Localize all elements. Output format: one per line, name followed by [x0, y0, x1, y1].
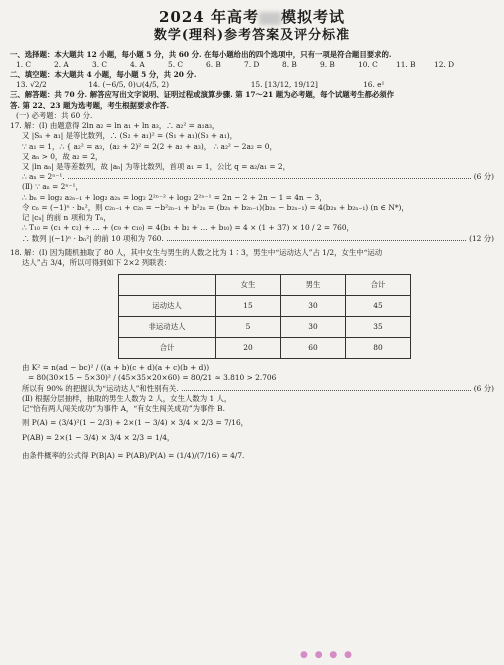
q17-score-row1: [10, 172, 494, 182]
table-cell: 30: [281, 296, 346, 317]
answer-1: 1. C: [16, 59, 32, 69]
q17-score1: (6 分): [473, 172, 494, 182]
section2-heading: 二、填空题：本大题共 4 小题，每小题 5 分，共 20 分.: [10, 70, 197, 80]
table-cell: 80: [346, 338, 411, 359]
q17-line10: 记 |cₙ| 的前 n 项和为 Tₙ，: [22, 213, 111, 223]
section3-heading-line1: 三、解答题：共 70 分. 解答应写出文字说明、证明过程或演算步骤. 第 17～21 题为必考题，每个试题考生都必须作: [10, 90, 395, 100]
table-cell: 合计: [119, 338, 216, 359]
exam-subtitle: 数学(理科)参考答案及评分标准: [153, 28, 351, 43]
answer-8: 8. B: [282, 59, 297, 69]
answer-2: 2. A: [54, 59, 69, 69]
redacted-region-mark: [259, 12, 281, 25]
table-row: [119, 338, 411, 359]
q17-line11: ∴ T₁₀ = (c₁ + c₂) + … + (c₉ + c₁₀) = 4(b₁ + b₂ + … + b₁₀) = 4 × (1 + 37) × 10 / 2 = 760，: [22, 223, 354, 233]
dotted-leader: [167, 236, 466, 241]
table-cell: 非运动达人: [119, 317, 216, 338]
q18-score-row1: [10, 384, 494, 394]
q18-line2: 达人”占 3/4，所以可得到如下 2×2 列联表：: [22, 257, 172, 267]
q17-line1: 17. 解：(Ⅰ) 由题意得 2ln a₂ = ln a₁ + ln a₃，∴ a₂² = a₁a₃，: [10, 121, 220, 131]
section1-heading: 一、选择题：本大题共 12 小题，每小题 5 分，共 60 分. 在每小题给出的四个选项中，只有一项是符合题目要求的.: [10, 49, 392, 59]
answer-12: 12. D: [434, 59, 455, 69]
answer-9: 9. B: [320, 59, 335, 69]
table-cell: 45: [346, 296, 411, 317]
table-header-cell: 男生: [281, 275, 346, 296]
q18-line6: 则 P(A) = (3/4)²(1 − 2/3) + 2×(1 − 3/4) × 3/4 × 2/3 = 7/16，: [22, 418, 249, 428]
q17-line2: 又 |Sₙ + a₁| 是等比数列，∴ (S₂ + a₁)² = (S₁ + a₁)(S₃ + a₁)，: [22, 131, 238, 141]
answer-4: 4. A: [130, 59, 145, 69]
q17-line9: 令 cₙ = (−1)ⁿ · bₙ²，则 c₂ₙ₋₁ + c₂ₙ = −b²₂ₙ₋₁ + b²₂ₙ = (b₂ₙ + b₂ₙ₋₁)(b₂ₙ − b₂ₙ₋₁) = 4(b₂ₙ + b₂ₙ₋₁) (n ∈ N*)，: [22, 202, 409, 212]
answer-14: 14. (−6/5, 0)∪(4/5, 2): [88, 80, 169, 90]
answer-13: 13. √2/2: [16, 80, 47, 90]
table-row: [119, 296, 411, 317]
watermark-stamp: ● ● ● ●: [300, 649, 354, 660]
answer-11: 11. B: [396, 59, 416, 69]
exam-title: [10, 8, 494, 26]
contingency-table: [118, 274, 411, 359]
table-cell: 15: [216, 296, 281, 317]
title-prefix: 2024 年高考: [159, 8, 259, 26]
answer-16: 16. e¹: [363, 80, 385, 90]
q17-line3: ∵ a₁ = 1，∴ { a₂² = a₃，(a₂ + 2)² = 2(2 + a₂ + a₃)， ∴ a₂² − 2a₂ = 0，: [22, 141, 277, 151]
q17-line6: ∴ aₙ = 2ⁿ⁻¹.: [22, 172, 65, 182]
section3-subheading: (一) 必考题：共 60 分.: [16, 110, 93, 120]
answer-6: 6. B: [206, 59, 221, 69]
answer-3: 3. C: [92, 59, 108, 69]
table-cell: 运动达人: [119, 296, 216, 317]
choice-answers: [10, 60, 494, 70]
q17-line5: 又 |ln aₙ| 是等差数列，故 |aₙ| 为等比数列，首项 a₁ = 1，公比 q = a₂/a₁ = 2，: [22, 162, 290, 171]
table-header-row: [119, 275, 411, 296]
table-cell: 30: [281, 317, 346, 338]
answer-5: 5. C: [168, 59, 184, 69]
fill-answers: [10, 80, 494, 90]
q18-k2-formula: 由 K² = n(ad − bc)² / ((a + b)(c + d)(a + c)(b + d)): [22, 363, 210, 373]
table-cell: 35: [346, 317, 411, 338]
q18-line4: (Ⅱ) 根据分层抽样，抽取的男生人数为 2 人，女生人数为 1 人，: [22, 393, 232, 403]
q18-line5: 记“恰有两人闯关成功”为事件 A，“有女生闯关成功”为事件 B.: [22, 404, 225, 414]
table-header-cell: [119, 275, 216, 296]
dotted-leader: [68, 174, 471, 179]
table-header-cell: 合计: [346, 275, 411, 296]
q17-score-row2: [10, 234, 494, 244]
table-cell: 5: [216, 317, 281, 338]
title-suffix: 模拟考试: [280, 8, 345, 26]
table-cell: 60: [281, 338, 346, 359]
q18-score1: (6 分): [473, 383, 494, 393]
answer-10: 10. C: [358, 59, 378, 69]
q18-line8: 由条件概率的公式得 P(B|A) = P(AB)/P(A) = (1/4)/(7/16) = 4/7.: [22, 450, 245, 460]
dotted-leader: [182, 386, 471, 391]
section3-heading-line2: 答. 第 22、23 题为选考题，考生根据要求作答.: [10, 100, 170, 110]
table-header-cell: 女生: [216, 275, 281, 296]
q18-k2-value: = 80(30×15 − 5×30)² / (45×35×20×60) = 80/21 ≈ 3.810 > 2.706: [28, 373, 277, 383]
answer-15: 15. [13/12, 19/12]: [250, 80, 318, 90]
answer-7: 7. D: [244, 59, 260, 69]
q17-score2: (12 分): [469, 233, 494, 243]
q17-line7: (Ⅱ) ∵ aₙ = 2ⁿ⁻¹，: [22, 182, 83, 192]
table-cell: 20: [216, 338, 281, 359]
q17-line4: 又 aₙ > 0，故 a₂ = 2，: [22, 151, 103, 161]
table-row: [119, 317, 411, 338]
q18-line7: P(AB) = 2×(1 − 3/4) × 3/4 × 2/3 = 1/4，: [22, 432, 175, 442]
q17-line8: ∴ bₙ = log₂ a₂ₙ₋₁ + log₂ a₂ₙ = log₂ 2²ⁿ⁻² + log₂ 2²ⁿ⁻¹ = 2n − 2 + 2n − 1 = 4n − 3，: [22, 192, 327, 202]
q17-line12: ∴ 数列 |(−1)ⁿ · bₙ²| 的前 10 项和为 760.: [22, 233, 164, 243]
q18-line1: 18. 解：(Ⅰ) 因为随机抽取了 80 人，其中女生与男生的人数之比为 1∶3，男生中“运动达人”占 1/2，女生中“运动: [10, 247, 383, 257]
q18-line3: 所以有 90% 的把握认为“运动达人”和性别有关.: [22, 383, 179, 393]
